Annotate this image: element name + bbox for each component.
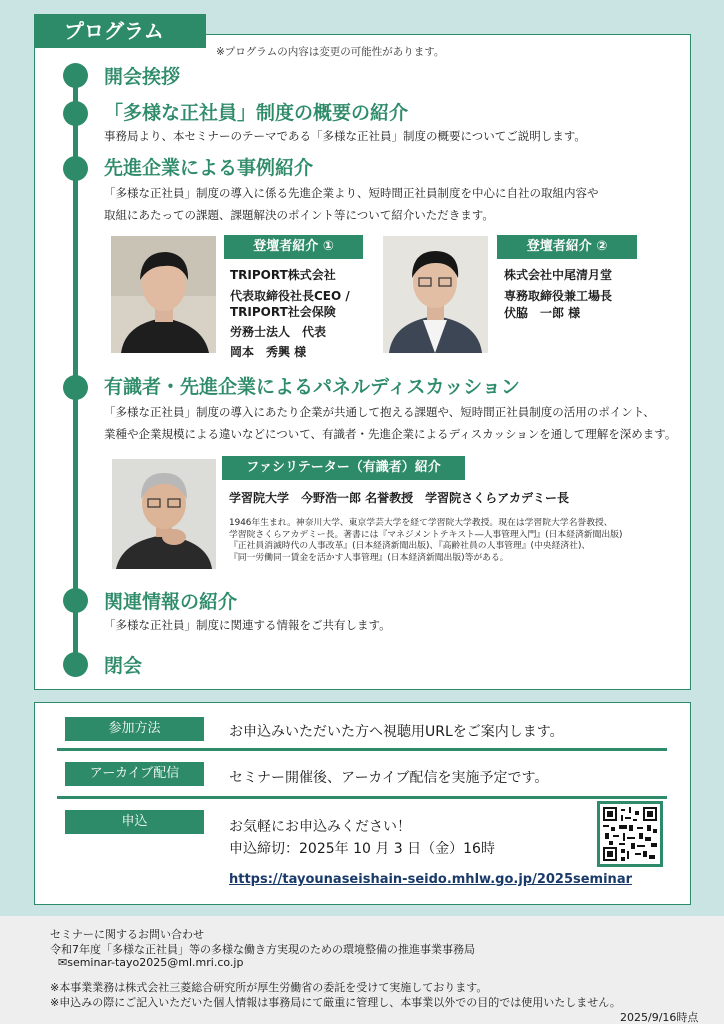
speaker1-line: 労務士法人 代表 (230, 325, 327, 339)
speaker2-label: 登壇者紹介 ② (497, 235, 637, 259)
section-desc: 事務局より、本セミナーのテーマである「多様な正社員」制度の概要についてご説明します。 (104, 129, 586, 143)
section-title-opening: 開会挨拶 (104, 66, 181, 88)
section-desc: 「多様な正社員」制度に関連する情報をご共有します。 (104, 618, 391, 632)
bio-line: 『正社員消滅時代の人事改革』(日本経済新聞出版)、『高齢社員の人事管理』(中央経済社)、 (229, 541, 591, 552)
section-title-closing: 閉会 (104, 655, 143, 677)
program-tab: プログラム (34, 14, 206, 48)
info-text-archive: セミナー開催後、アーカイブ配信を実施予定です。 (229, 770, 549, 786)
divider (57, 796, 667, 799)
facilitator-bio (229, 518, 622, 564)
email-link[interactable]: seminar-tayo2025@ml.mri.co.jp (67, 956, 244, 969)
as-of-date: 2025/9/16時点 (620, 1011, 699, 1024)
section-title-case-study: 先進企業による事例紹介 (104, 157, 314, 179)
qr-code-icon[interactable] (597, 801, 663, 867)
timeline-dot (63, 63, 88, 88)
info-text-apply: お気軽にお申込みください！ (229, 819, 411, 835)
section-desc: 業種や企業規模による違いなどについて、有識者・先進企業によるディスカッションを通して理解を深めます。 (104, 427, 677, 441)
bio-line: 『同一労働同一賃金を活かす人事管理』(日本経済新聞出版)等がある。 (229, 552, 509, 563)
speaker2-line: 株式会社中尾清月堂 (504, 268, 613, 282)
facilitator-label: ファシリテーター（有識者）紹介 (222, 456, 465, 480)
info-label-archive: アーカイブ配信 (65, 762, 204, 786)
section-title-related: 関連情報の紹介 (104, 591, 238, 613)
speaker1-line: TRIPORT株式会社 (230, 268, 336, 282)
facilitator-photo (112, 459, 216, 569)
bio-line: 1946年生まれ。神奈川大学、東京学芸大学を経て学習院大学教授。現在は学習院大学名誉教授、 (229, 518, 613, 528)
speaker2-line: 専務取締役兼工場長 (504, 289, 613, 303)
timeline-dot (63, 156, 88, 181)
timeline-dot (63, 101, 88, 126)
section-desc: 「多様な正社員」制度の導入に係る先進企業より、短時間正社員制度を中心に自社の取組内容や (104, 186, 599, 200)
speaker2-photo (383, 236, 488, 353)
mail-icon: ✉ (58, 956, 68, 969)
email-row (58, 956, 243, 969)
office-name: 令和7年度「多様な正社員」等の多様な働き方実現のための環境整備の推進事業事務局 (50, 943, 475, 956)
footer-note: ※申込みの際にご記入いただいた個人情報は事務局にて厳重に管理し、本事業以外での目的では使用いたしません。 (50, 996, 621, 1009)
speaker2-name: 伏脇 一郎 様 (504, 306, 581, 320)
bio-line: 学習院さくらアカデミー長。著書には『マネジメントテキスト―人事管理入門』(日本経済新聞出版) (229, 529, 623, 540)
program-note: ※プログラムの内容は変更の可能性があります。 (216, 46, 445, 58)
section-title-panel: 有識者・先進企業によるパネルディスカッション (104, 376, 520, 398)
speaker1-label: 登壇者紹介 ① (224, 235, 363, 259)
divider (57, 748, 667, 751)
section-title-overview: 「多様な正社員」制度の概要の紹介 (104, 102, 409, 124)
timeline-dot (63, 375, 88, 400)
facilitator-name: 学習院大学 今野浩一郎 名誉教授 学習院さくらアカデミー長 (229, 491, 570, 505)
info-label-apply: 申込 (65, 810, 204, 834)
info-label-participation: 参加方法 (65, 717, 204, 741)
speaker1-line: TRIPORT社会保険 (230, 305, 336, 319)
speaker1-name: 岡本 秀興 様 (230, 345, 307, 359)
footer-note: ※本事業業務は株式会社三菱総合研究所が厚生労働省の委託を受けて実施しております。 (50, 981, 488, 994)
timeline-dot (63, 652, 88, 677)
timeline-dot (63, 588, 88, 613)
registration-link[interactable]: https://tayounaseishain-seido.mhlw.go.jp/2025seminar (229, 872, 632, 887)
section-desc: 取組にあたっての課題、課題解決のポイント等について紹介いただきます。 (104, 208, 494, 222)
contact-heading: セミナーに関するお問い合わせ (50, 928, 204, 941)
section-desc: 「多様な正社員」制度の導入にあたり企業が共通して抱える課題や、短時間正社員制度の活用のポイント、 (104, 405, 655, 419)
speaker1-photo (111, 236, 216, 353)
speaker1-line: 代表取締役社長CEO / (230, 289, 350, 303)
apply-deadline: 申込締切：2025年 10 月 3 日（金）16時 (229, 841, 495, 857)
info-text-participation: お申込みいただいた方へ視聴用URLをご案内します。 (229, 724, 564, 740)
